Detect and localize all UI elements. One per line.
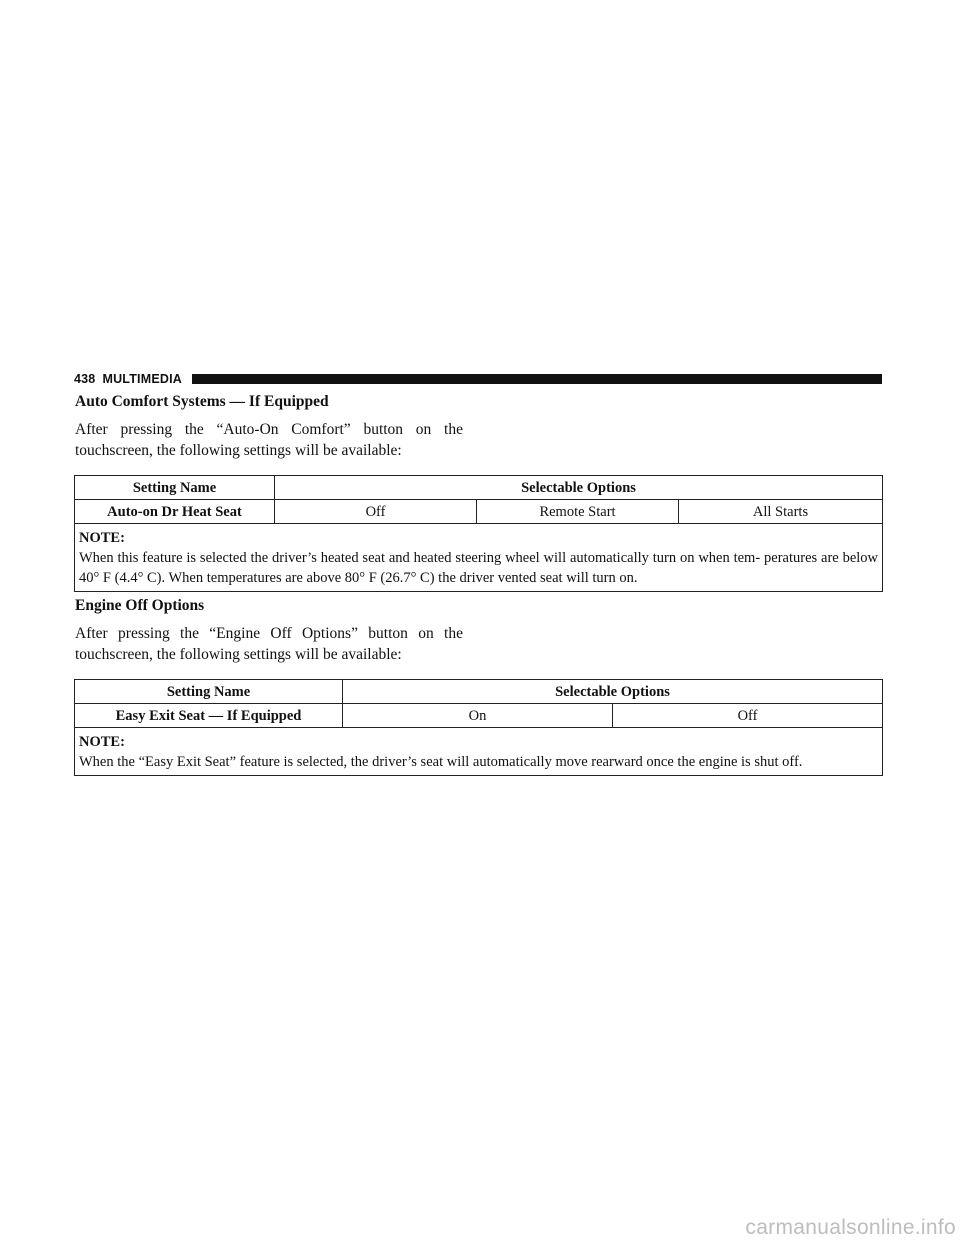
option-cell: Off [613,704,883,728]
option-cell: Remote Start [477,500,679,524]
setting-name-cell: Auto-on Dr Heat Seat [75,500,275,524]
note-row [75,728,883,776]
settings-table-auto-comfort [74,475,883,592]
option-cell: Off [275,500,477,524]
settings-table-engine-off [74,679,883,776]
note-row [75,524,883,592]
column-header-setting-name: Setting Name [75,680,343,704]
table-row [75,704,883,728]
note-text: When this feature is selected the driver’s heated seat and heated steering wheel will automatically turn on when tem- peratures are below 40° F (4.4° C). When temperatures are above 80° F (26.7° C) the driver vented seat will turn on. [79,550,879,586]
setting-name-cell: Easy Exit Seat — If Equipped [75,704,343,728]
header-rule [192,374,882,384]
option-cell: All Starts [679,500,883,524]
section-name: MULTIMEDIA [102,372,183,386]
note-label: NOTE: [79,734,125,750]
column-header-selectable-options: Selectable Options [275,476,883,500]
intro-paragraph-auto-comfort: After pressing the “Auto-On Comfort” button on the touchscreen, the following settings will be available: [75,421,463,459]
column-header-setting-name: Setting Name [75,476,275,500]
note-label: NOTE: [79,530,125,546]
table-header-row [75,680,883,704]
column-header-selectable-options: Selectable Options [343,680,883,704]
section-heading-engine-off: Engine Off Options [75,597,205,614]
table-row [75,500,883,524]
note-text: When the “Easy Exit Seat” feature is selected, the driver’s seat will automatically move rearward once the engine is shut off. [79,754,803,770]
site-watermark: carmanualsonline.info [745,1216,956,1239]
page-header [74,371,882,387]
section-heading-auto-comfort: Auto Comfort Systems — If Equipped [75,393,329,410]
intro-paragraph-engine-off: After pressing the “Engine Off Options” button on the touchscreen, the following settings will be available: [75,625,463,663]
note-cell [75,728,883,776]
table-header-row [75,476,883,500]
note-cell [75,524,883,592]
page-number: 438 [74,372,96,386]
option-cell: On [343,704,613,728]
